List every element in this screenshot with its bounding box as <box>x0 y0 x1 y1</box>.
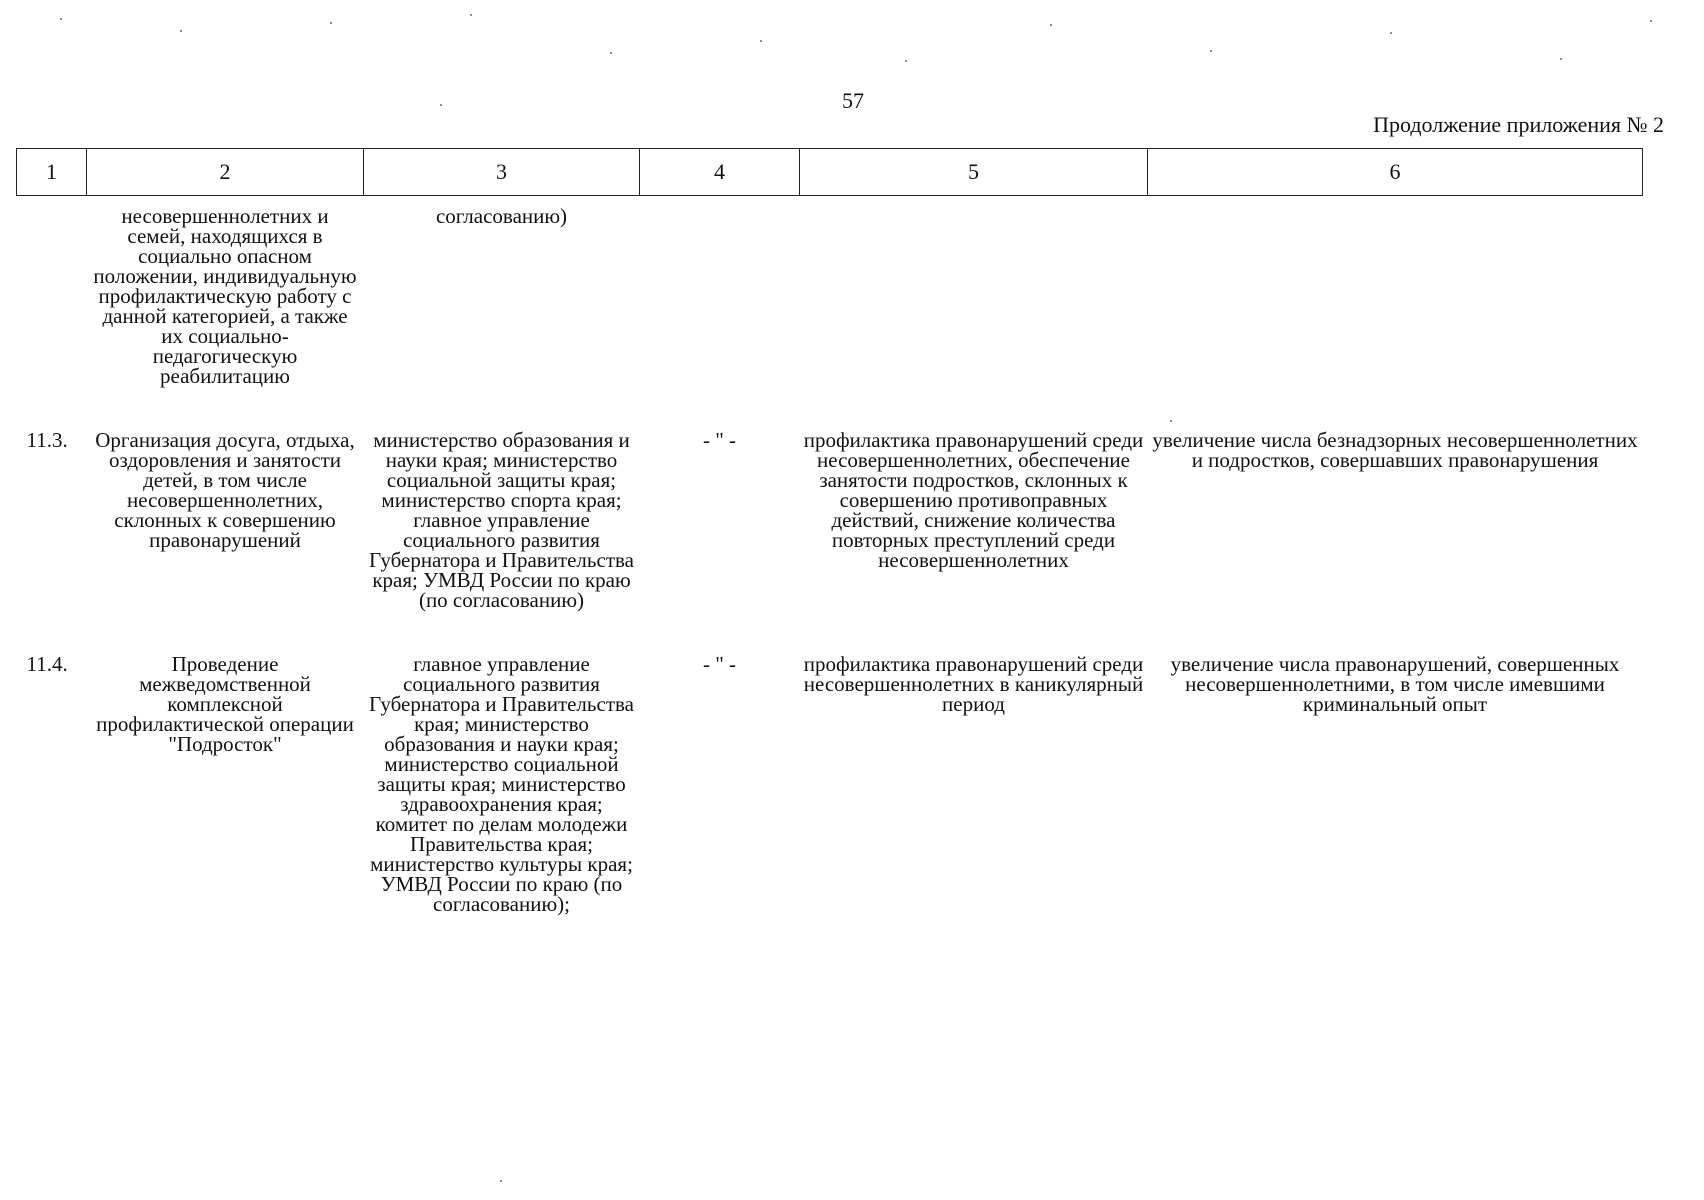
event-cell: Проведение межведомственной комплексной профилактической операции "Подросток" <box>96 652 354 756</box>
table-row-11-4 <box>17 610 1643 914</box>
table-row-continuation <box>17 196 1643 387</box>
appendix-table <box>16 148 1643 914</box>
event-cell: Организация досуга, отдыха, оздоровления и занятости детей, в том числе несовершеннолетних, склонных к совершению правонарушений <box>95 428 355 552</box>
executors-cell: согласованию) <box>435 204 568 228</box>
executors-cell: министерство образования и науки края; министерство социальной защиты края; министерство спорта края; главное управление социального развития Губернатора и Правительства края; УМВД России по краю (по согласованию) <box>369 428 634 612</box>
period-cell <box>640 196 800 387</box>
appendix-continuation-label: Продолжение приложения № 2 <box>1373 112 1664 137</box>
row-number: 11.4. <box>26 652 68 676</box>
column-number-header <box>17 149 1643 196</box>
result-cell: профилактика правонарушений среди несовершеннолетних, обеспечение занятости подростков, склонных к совершению противоправных действий, снижение количества повторных преступлений среди несовершеннолетних <box>803 428 1144 572</box>
consequences-cell: увеличение числа безнадзорных несовершеннолетних и подростков, совершавших правонарушения <box>1152 428 1638 472</box>
executors-cell: главное управление социального развития Губернатора и Правительства края; министерство образования и науки края; министерство социальной защиты края; министерство здравоохранения края; комитет по делам молодежи Правительства края; министерство культуры края; УМВД России по краю (по согласованию); <box>369 652 634 916</box>
row-number: 11.3. <box>26 428 68 452</box>
page-number: 57 <box>842 88 864 113</box>
event-cell: несовершеннолетних и семей, находящихся в социально опасном положении, индивидуальную профилактическую работу с данной категорией, а также их социально-педагогическую реабилитацию <box>93 204 357 388</box>
column-header-2: 2 <box>87 149 364 196</box>
period-cell: - " - <box>702 652 737 676</box>
result-cell: профилактика правонарушений среди несовершеннолетних в каникулярный период <box>803 652 1144 716</box>
column-header-3: 3 <box>364 149 640 196</box>
column-header-5: 5 <box>800 149 1148 196</box>
consequences-cell: увеличение числа правонарушений, совершенных несовершеннолетними, в том числе имевшими криминальный опыт <box>1170 652 1620 716</box>
column-header-4: 4 <box>640 149 800 196</box>
row-number <box>17 196 87 387</box>
period-cell: - " - <box>702 428 737 452</box>
column-header-1: 1 <box>17 149 87 196</box>
result-cell <box>800 196 1148 387</box>
table-row-11-3 <box>17 386 1643 610</box>
column-header-6: 6 <box>1148 149 1643 196</box>
consequences-cell <box>1148 196 1643 387</box>
